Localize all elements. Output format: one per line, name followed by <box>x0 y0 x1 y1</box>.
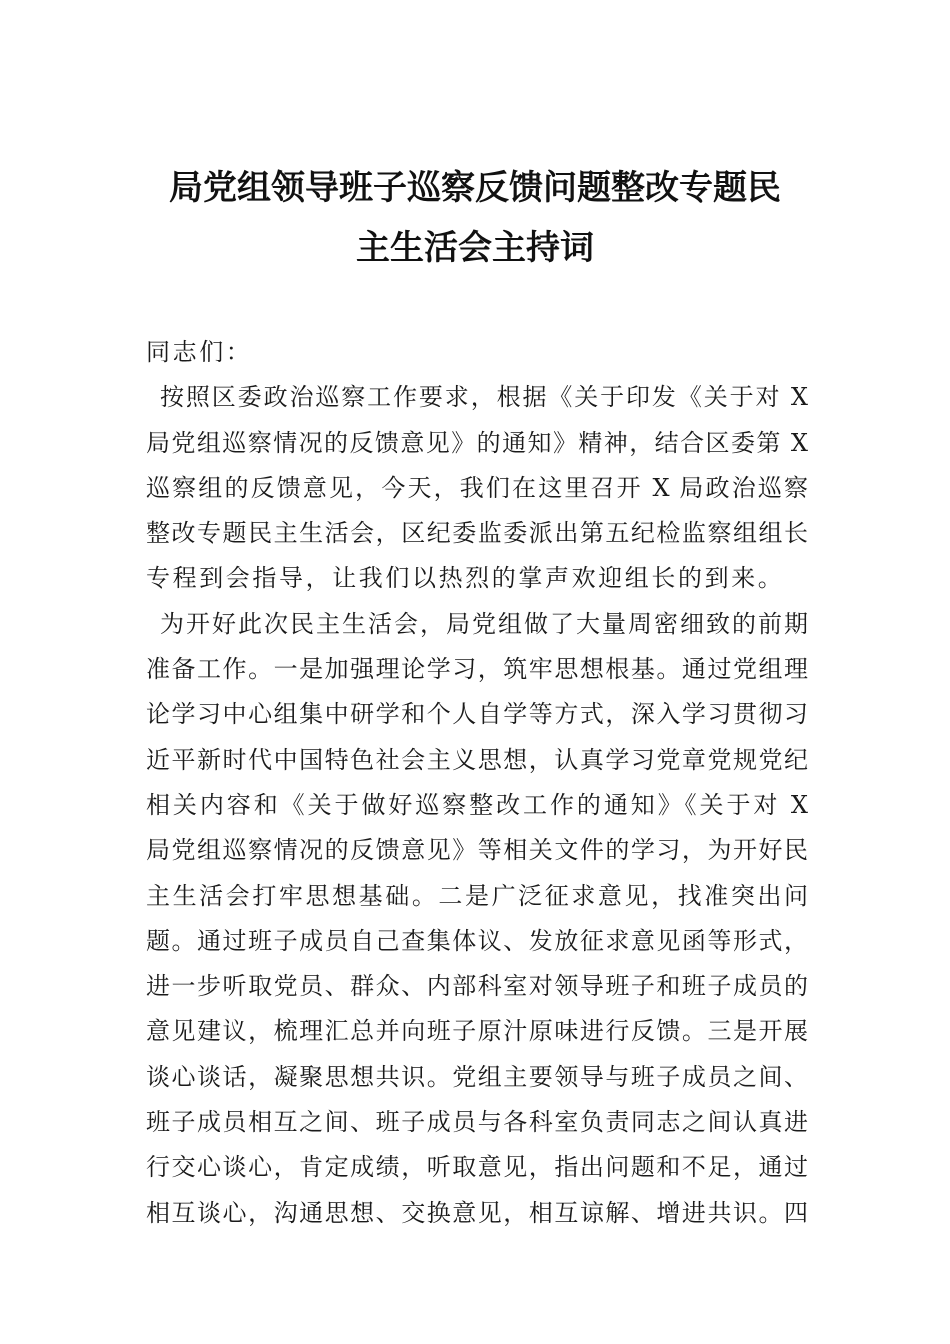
paragraph-2-line: 相关内容和《关于做好巡察整改工作的通知》《关于对 X <box>146 790 808 819</box>
paragraph-2-line: 准备工作。一是加强理论学习，筑牢思想根基。通过党组理 <box>146 655 808 684</box>
paragraph-2-line: 为开好此次民主生活会，局党组做了大量周密细致的前期 <box>160 609 808 638</box>
paragraph-2-line: 班子成员相互之间、班子成员与各科室负责同志之间认真进 <box>146 1108 808 1137</box>
salutation: 同志们： <box>146 338 253 366</box>
document-title <box>140 158 810 278</box>
paragraph-2-line: 论学习中心组集中研学和个人自学等方式，深入学习贯彻习 <box>146 700 808 729</box>
paragraph-2-line: 进一步听取党员、群众、内部科室对领导班子和班子成员的 <box>146 972 808 1001</box>
paragraph-2-line: 意见建议，梳理汇总并向班子原汁原味进行反馈。三是开展 <box>146 1017 808 1046</box>
title-line-2: 主生活会主持词 <box>356 228 594 268</box>
paragraph-2-line: 题。通过班子成员自己查集体议、发放征求意见函等形式， <box>146 926 808 955</box>
paragraph-1-line: 整改专题民主生活会，区纪委监委派出第五纪检监察组组长 <box>146 519 808 548</box>
paragraph-2-line: 相互谈心，沟通思想、交换意见，相互谅解、增进共识。四 <box>146 1198 808 1227</box>
paragraph-1-line: 专程到会指导，让我们以热烈的掌声欢迎组长的到来。 <box>146 564 785 593</box>
paragraph-1-line: 按照区委政治巡察工作要求，根据《关于印发《关于对 X <box>160 383 808 412</box>
paragraph-1-line: 巡察组的反馈意见，今天，我们在这里召开 X 局政治巡察 <box>146 473 808 502</box>
paragraph-2-line: 近平新时代中国特色社会主义思想，认真学习党章党规党纪 <box>146 745 808 774</box>
paragraph-1-line: 局党组巡察情况的反馈意见》的通知》精神，结合区委第 X <box>146 428 808 457</box>
document-body <box>146 330 808 1236</box>
paragraph-2-line: 谈心谈话，凝聚思想共识。党组主要领导与班子成员之间、 <box>146 1062 808 1091</box>
title-line-1: 局党组领导班子巡察反馈问题整改专题民 <box>169 168 781 208</box>
paragraph-2-line: 局党组巡察情况的反馈意见》等相关文件的学习，为开好民 <box>146 836 808 865</box>
paragraph-2-line: 行交心谈心，肯定成绩，听取意见，指出问题和不足，通过 <box>146 1153 808 1182</box>
paragraph-2-line: 主生活会打牢思想基础。二是广泛征求意见，找准突出问 <box>146 881 808 910</box>
